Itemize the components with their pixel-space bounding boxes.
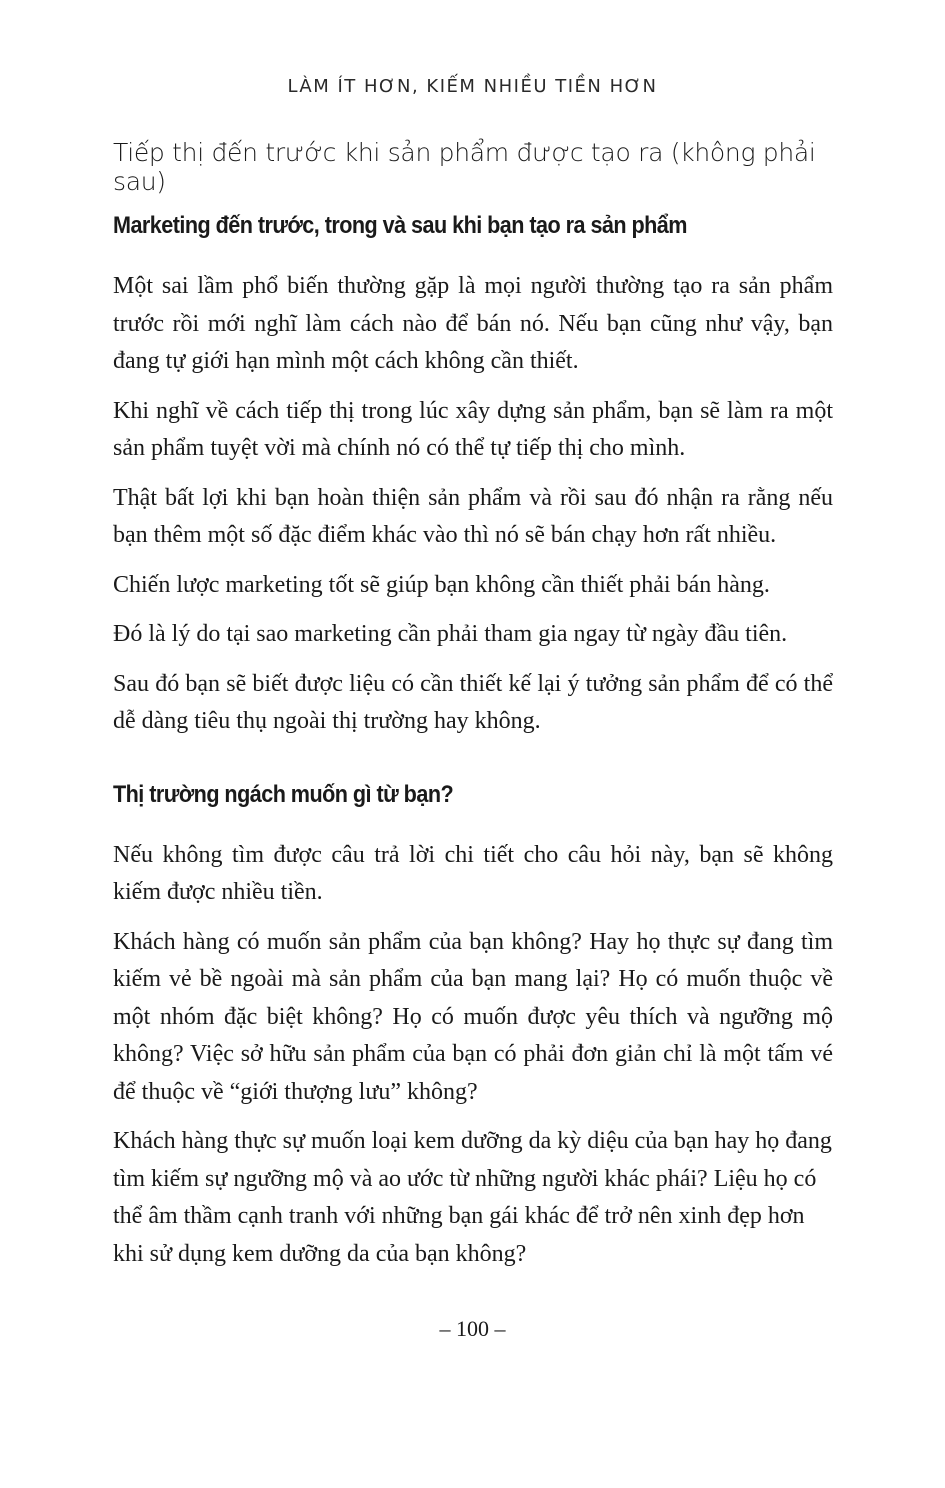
page-content: [113, 206, 833, 1285]
section-title: Tiếp thị đến trước khi sản phẩm được tạo ra (không phải sau): [113, 138, 816, 196]
paragraph: Khách hàng có muốn sản phẩm của bạn không? Hay họ thực sự đang tìm kiếm vẻ bề ngoài mà sản phẩm của bạn mang lại? Họ có muốn thuộc về một nhóm đặc biệt không? Họ có muốn được yêu thích và ngưỡng mộ không? Việc sở hữu sản phẩm của bạn có phải đơn giản chỉ là một tấm vé để thuộc về “giới thượng lưu” không?: [113, 928, 833, 1105]
paragraph: Thật bất lợi khi bạn hoàn thiện sản phẩm và rồi sau đó nhận ra rằng nếu bạn thêm một số đặc điểm khác vào thì nó sẽ bán chạy hơn rất nhiều.: [113, 484, 833, 548]
subsection-heading-niche-market: Thị trường ngách muốn gì từ bạn?: [113, 780, 454, 808]
paragraph: Một sai lầm phổ biến thường gặp là mọi người thường tạo ra sản phẩm trước rồi mới nghĩ làm cách nào để bán nó. Nếu bạn cũng như vậy, bạn đang tự giới hạn mình một cách không cần thiết.: [113, 273, 833, 374]
page-number: – 100 –: [439, 1316, 506, 1341]
paragraph: Sau đó bạn sẽ biết được liệu có cần thiết kế lại ý tưởng sản phẩm để có thể dễ dàng tiêu thụ ngoài thị trường hay không.: [113, 670, 833, 734]
paragraph: Khi nghĩ về cách tiếp thị trong lúc xây dựng sản phẩm, bạn sẽ làm ra một sản phẩm tuyệt vời mà chính nó có thể tự tiếp thị cho mình.: [113, 397, 833, 461]
paragraph: Nếu không tìm được câu trả lời chi tiết cho câu hỏi này, bạn sẽ không kiếm được nhiều tiền.: [113, 841, 833, 905]
paragraph: Khách hàng thực sự muốn loại kem dưỡng da kỳ diệu của bạn hay họ đang tìm kiếm sự ngưỡng mộ và ao ước từ những người khác phái? Liệu họ có thể âm thầm cạnh tranh với những bạn gái khác để trở nên xinh đẹp hơn khi sử dụng kem dưỡng da của bạn không?: [113, 1128, 832, 1267]
paragraph: Đó là lý do tại sao marketing cần phải tham gia ngay từ ngày đầu tiên.: [113, 621, 788, 647]
running-header: LÀM ÍT HƠN, KIẾM NHIỀU TIỀN HƠN: [287, 76, 658, 97]
subsection-heading-marketing: Marketing đến trước, trong và sau khi bạn tạo ra sản phẩm: [113, 212, 687, 239]
paragraph: Chiến lược marketing tốt sẽ giúp bạn không cần thiết phải bán hàng.: [113, 571, 770, 598]
